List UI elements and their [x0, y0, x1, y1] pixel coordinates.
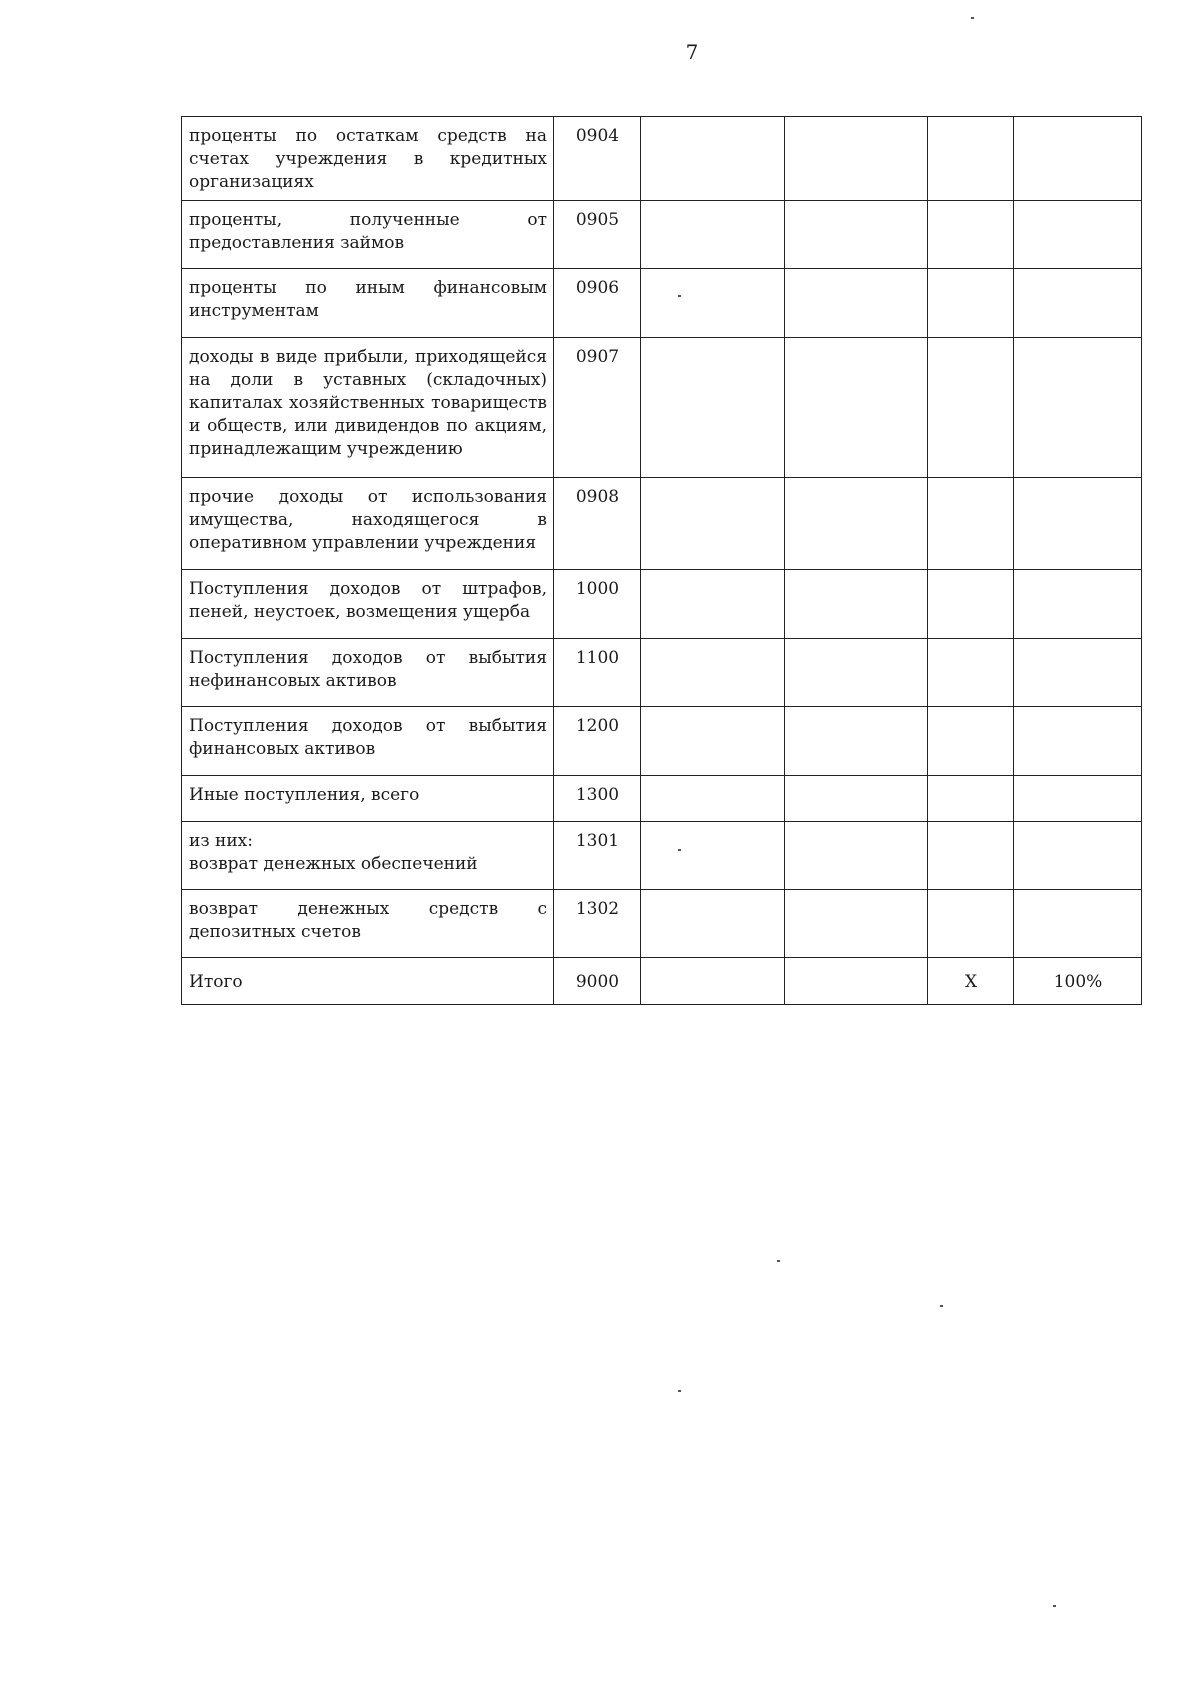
value-cell — [928, 478, 1014, 570]
value-cell — [1014, 639, 1142, 707]
value-cell — [785, 822, 928, 890]
row-code: 1200 — [554, 707, 641, 776]
row-code: 0907 — [554, 338, 641, 478]
value-cell — [641, 269, 785, 338]
value-cell — [785, 570, 928, 639]
row-code: 0905 — [554, 201, 641, 269]
row-code: 1300 — [554, 776, 641, 822]
row-label: Итого — [182, 958, 554, 1005]
value-cell — [785, 639, 928, 707]
value-cell — [1014, 707, 1142, 776]
row-label: Поступления доходов от выбытия финансовых активов — [182, 707, 554, 776]
row-label: Поступления доходов от выбытия нефинансовых активов — [182, 639, 554, 707]
table-row — [182, 338, 1142, 478]
row-code: 0908 — [554, 478, 641, 570]
row-label: проценты, полученные от предоставления займов — [182, 201, 554, 269]
value-cell — [1014, 822, 1142, 890]
value-cell — [641, 707, 785, 776]
row-code: 0904 — [554, 117, 641, 201]
income-table — [181, 116, 1142, 1005]
scan-speck — [678, 1390, 681, 1392]
value-cell — [1014, 201, 1142, 269]
value-cell — [641, 639, 785, 707]
row-code: 0906 — [554, 269, 641, 338]
value-cell — [928, 269, 1014, 338]
value-cell — [641, 890, 785, 958]
row-label: возврат денежных средств с депозитных счетов — [182, 890, 554, 958]
value-cell — [785, 117, 928, 201]
row-label: проценты по остаткам средств на счетах учреждения в кредитных организациях — [182, 117, 554, 201]
value-cell — [641, 117, 785, 201]
value-cell — [928, 890, 1014, 958]
table-row — [182, 269, 1142, 338]
scan-speck — [678, 295, 681, 297]
value-cell — [928, 117, 1014, 201]
value-cell — [928, 707, 1014, 776]
value-cell — [785, 890, 928, 958]
table-row — [182, 117, 1142, 201]
value-cell — [1014, 570, 1142, 639]
row-code: 9000 — [554, 958, 641, 1005]
value-cell — [785, 478, 928, 570]
value-cell — [641, 570, 785, 639]
row-code: 1000 — [554, 570, 641, 639]
value-cell — [641, 822, 785, 890]
row-label: из них: возврат денежных обеспечений — [182, 822, 554, 890]
value-cell — [1014, 269, 1142, 338]
value-cell — [641, 338, 785, 478]
table-row — [182, 776, 1142, 822]
value-cell — [641, 478, 785, 570]
value-cell — [785, 338, 928, 478]
value-cell — [1014, 117, 1142, 201]
value-cell — [928, 338, 1014, 478]
value-cell — [1014, 478, 1142, 570]
table-row — [182, 822, 1142, 890]
row-label: проценты по иным финансовым инструментам — [182, 269, 554, 338]
value-cell — [928, 201, 1014, 269]
value-cell — [785, 776, 928, 822]
table-row — [182, 707, 1142, 776]
scan-speck — [1053, 1605, 1056, 1607]
scan-speck — [678, 849, 681, 851]
scan-speck — [971, 17, 974, 19]
table-row — [182, 570, 1142, 639]
value-cell — [785, 269, 928, 338]
value-cell — [641, 201, 785, 269]
row-code: 1301 — [554, 822, 641, 890]
value-cell — [785, 201, 928, 269]
total-x-mark: X — [928, 958, 1014, 1005]
value-cell — [928, 570, 1014, 639]
scan-speck — [940, 1305, 943, 1307]
value-cell — [928, 639, 1014, 707]
table-row-total — [182, 958, 1142, 1005]
value-cell — [785, 958, 928, 1005]
scan-speck — [777, 1260, 780, 1262]
table-row — [182, 639, 1142, 707]
row-label: Поступления доходов от штрафов, пеней, неустоек, возмещения ущерба — [182, 570, 554, 639]
value-cell — [1014, 890, 1142, 958]
total-percent: 100% — [1014, 958, 1142, 1005]
row-code: 1302 — [554, 890, 641, 958]
row-code: 1100 — [554, 639, 641, 707]
row-label: Иные поступления, всего — [182, 776, 554, 822]
table-row — [182, 890, 1142, 958]
value-cell — [928, 822, 1014, 890]
value-cell — [641, 776, 785, 822]
table-row — [182, 478, 1142, 570]
row-label: доходы в виде прибыли, приходящейся на доли в уставных (складочных) капиталах хозяйственных товариществ и обществ, или дивидендов по акциям, принадлежащим учреждению — [182, 338, 554, 478]
row-label: прочие доходы от использования имущества, находящегося в оперативном управлении учреждения — [182, 478, 554, 570]
table-row — [182, 201, 1142, 269]
value-cell — [1014, 338, 1142, 478]
value-cell — [785, 707, 928, 776]
page-number: 7 — [685, 40, 699, 64]
value-cell — [928, 776, 1014, 822]
value-cell — [641, 958, 785, 1005]
value-cell — [1014, 776, 1142, 822]
